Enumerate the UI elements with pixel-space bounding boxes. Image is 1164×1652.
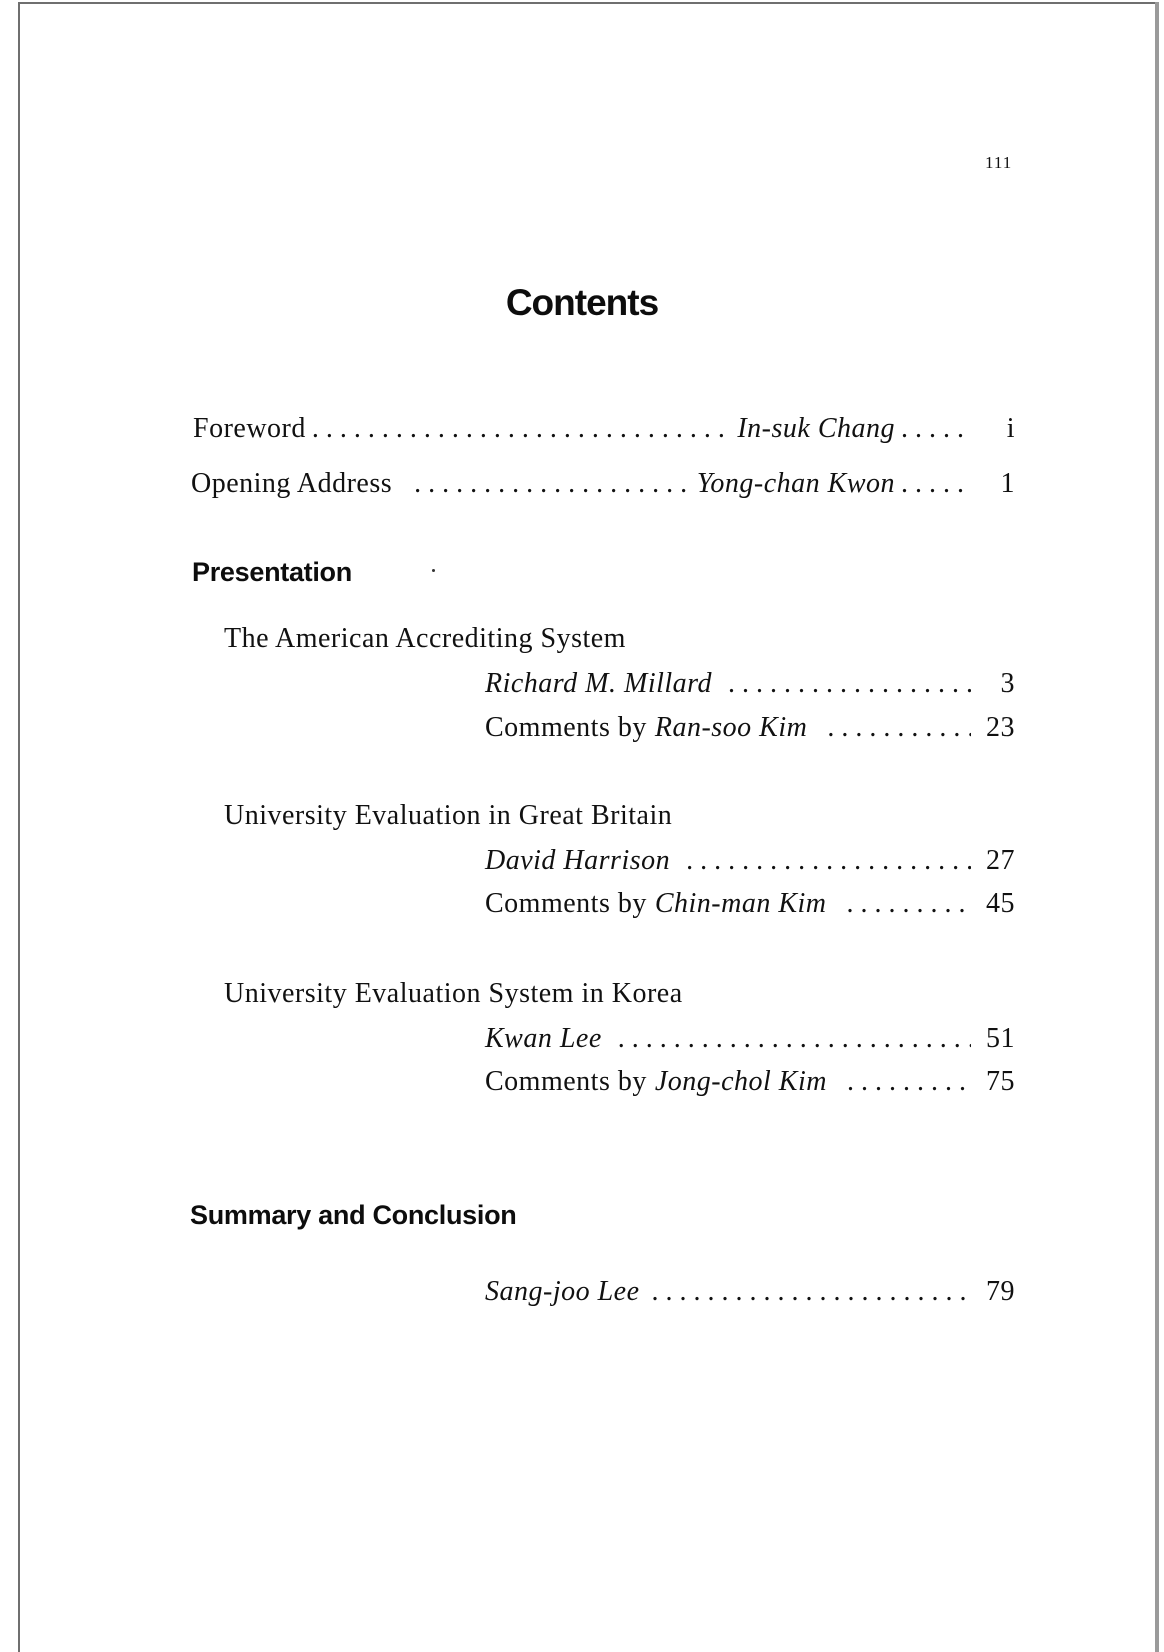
toc-entry-page: 27 xyxy=(986,845,1015,876)
toc-entry-author: David Harrison xyxy=(485,845,671,876)
leader-dots xyxy=(827,712,971,744)
leader-dots xyxy=(686,845,971,877)
paper-title[interactable]: University Evaluation in Great Britain xyxy=(224,800,673,831)
leader-dots xyxy=(847,1066,971,1098)
comments-prefix: Comments by xyxy=(485,712,647,743)
toc-entry-comments[interactable] xyxy=(485,712,1015,744)
leader-dots xyxy=(618,1023,971,1055)
leader-dots xyxy=(312,413,731,445)
toc-entry-summary-author[interactable] xyxy=(485,1276,1015,1308)
toc-entry-author: Sang-joo Lee xyxy=(485,1276,640,1307)
page-number: 111 xyxy=(985,153,1013,172)
page-border-left xyxy=(18,2,20,1652)
comments-prefix: Comments by xyxy=(485,888,647,919)
toc-entry-page: i xyxy=(1006,413,1015,444)
toc-entry-page: 1 xyxy=(1000,468,1015,499)
toc-entry-commenter: Chin-man Kim xyxy=(654,888,827,919)
toc-entry-author: Kwan Lee xyxy=(485,1023,602,1054)
paper-title[interactable]: University Evaluation System in Korea xyxy=(224,978,683,1009)
section-heading-presentation: Presentation xyxy=(192,557,352,587)
toc-entry-opening-address[interactable] xyxy=(191,468,1015,500)
toc-entry-page: 3 xyxy=(1000,668,1015,699)
toc-entry-page: 79 xyxy=(986,1276,1015,1307)
toc-entry-label: Opening Address xyxy=(191,468,393,499)
paper-title[interactable]: The American Accrediting System xyxy=(224,623,626,654)
toc-entry-page: 45 xyxy=(986,888,1015,919)
page-title: Contents xyxy=(505,282,659,323)
leader-dots xyxy=(652,1276,971,1308)
leader-dots xyxy=(414,468,691,500)
toc-entry-author: In-suk Chang xyxy=(737,413,895,444)
page-border-top xyxy=(18,2,1158,4)
leader-dots xyxy=(901,413,971,445)
page-border-right xyxy=(1155,2,1159,1652)
toc-entry-author: Richard M. Millard xyxy=(485,668,713,699)
leader-dots xyxy=(847,888,971,920)
toc-entry-label: Foreword xyxy=(193,413,306,444)
toc-entry-author: Yong-chan Kwon xyxy=(696,468,895,499)
toc-entry-comments[interactable] xyxy=(485,888,1015,920)
leader-dots xyxy=(728,668,971,700)
toc-entry-paper-author[interactable] xyxy=(485,668,1015,700)
toc-entry-foreword[interactable] xyxy=(193,413,1015,445)
toc-entry-comments[interactable] xyxy=(485,1066,1015,1098)
leader-dots xyxy=(901,468,971,500)
toc-entry-commenter: Jong-chol Kim xyxy=(654,1066,827,1097)
print-speck xyxy=(432,569,435,572)
toc-entry-page: 75 xyxy=(986,1066,1015,1097)
toc-entry-page: 51 xyxy=(986,1023,1015,1054)
toc-entry-paper-author[interactable] xyxy=(485,845,1015,877)
comments-prefix: Comments by xyxy=(485,1066,647,1097)
toc-entry-page: 23 xyxy=(986,712,1015,743)
toc-entry-commenter: Ran-soo Kim xyxy=(654,712,808,743)
section-heading-summary: Summary and Conclusion xyxy=(190,1200,517,1230)
toc-entry-paper-author[interactable] xyxy=(485,1023,1015,1055)
